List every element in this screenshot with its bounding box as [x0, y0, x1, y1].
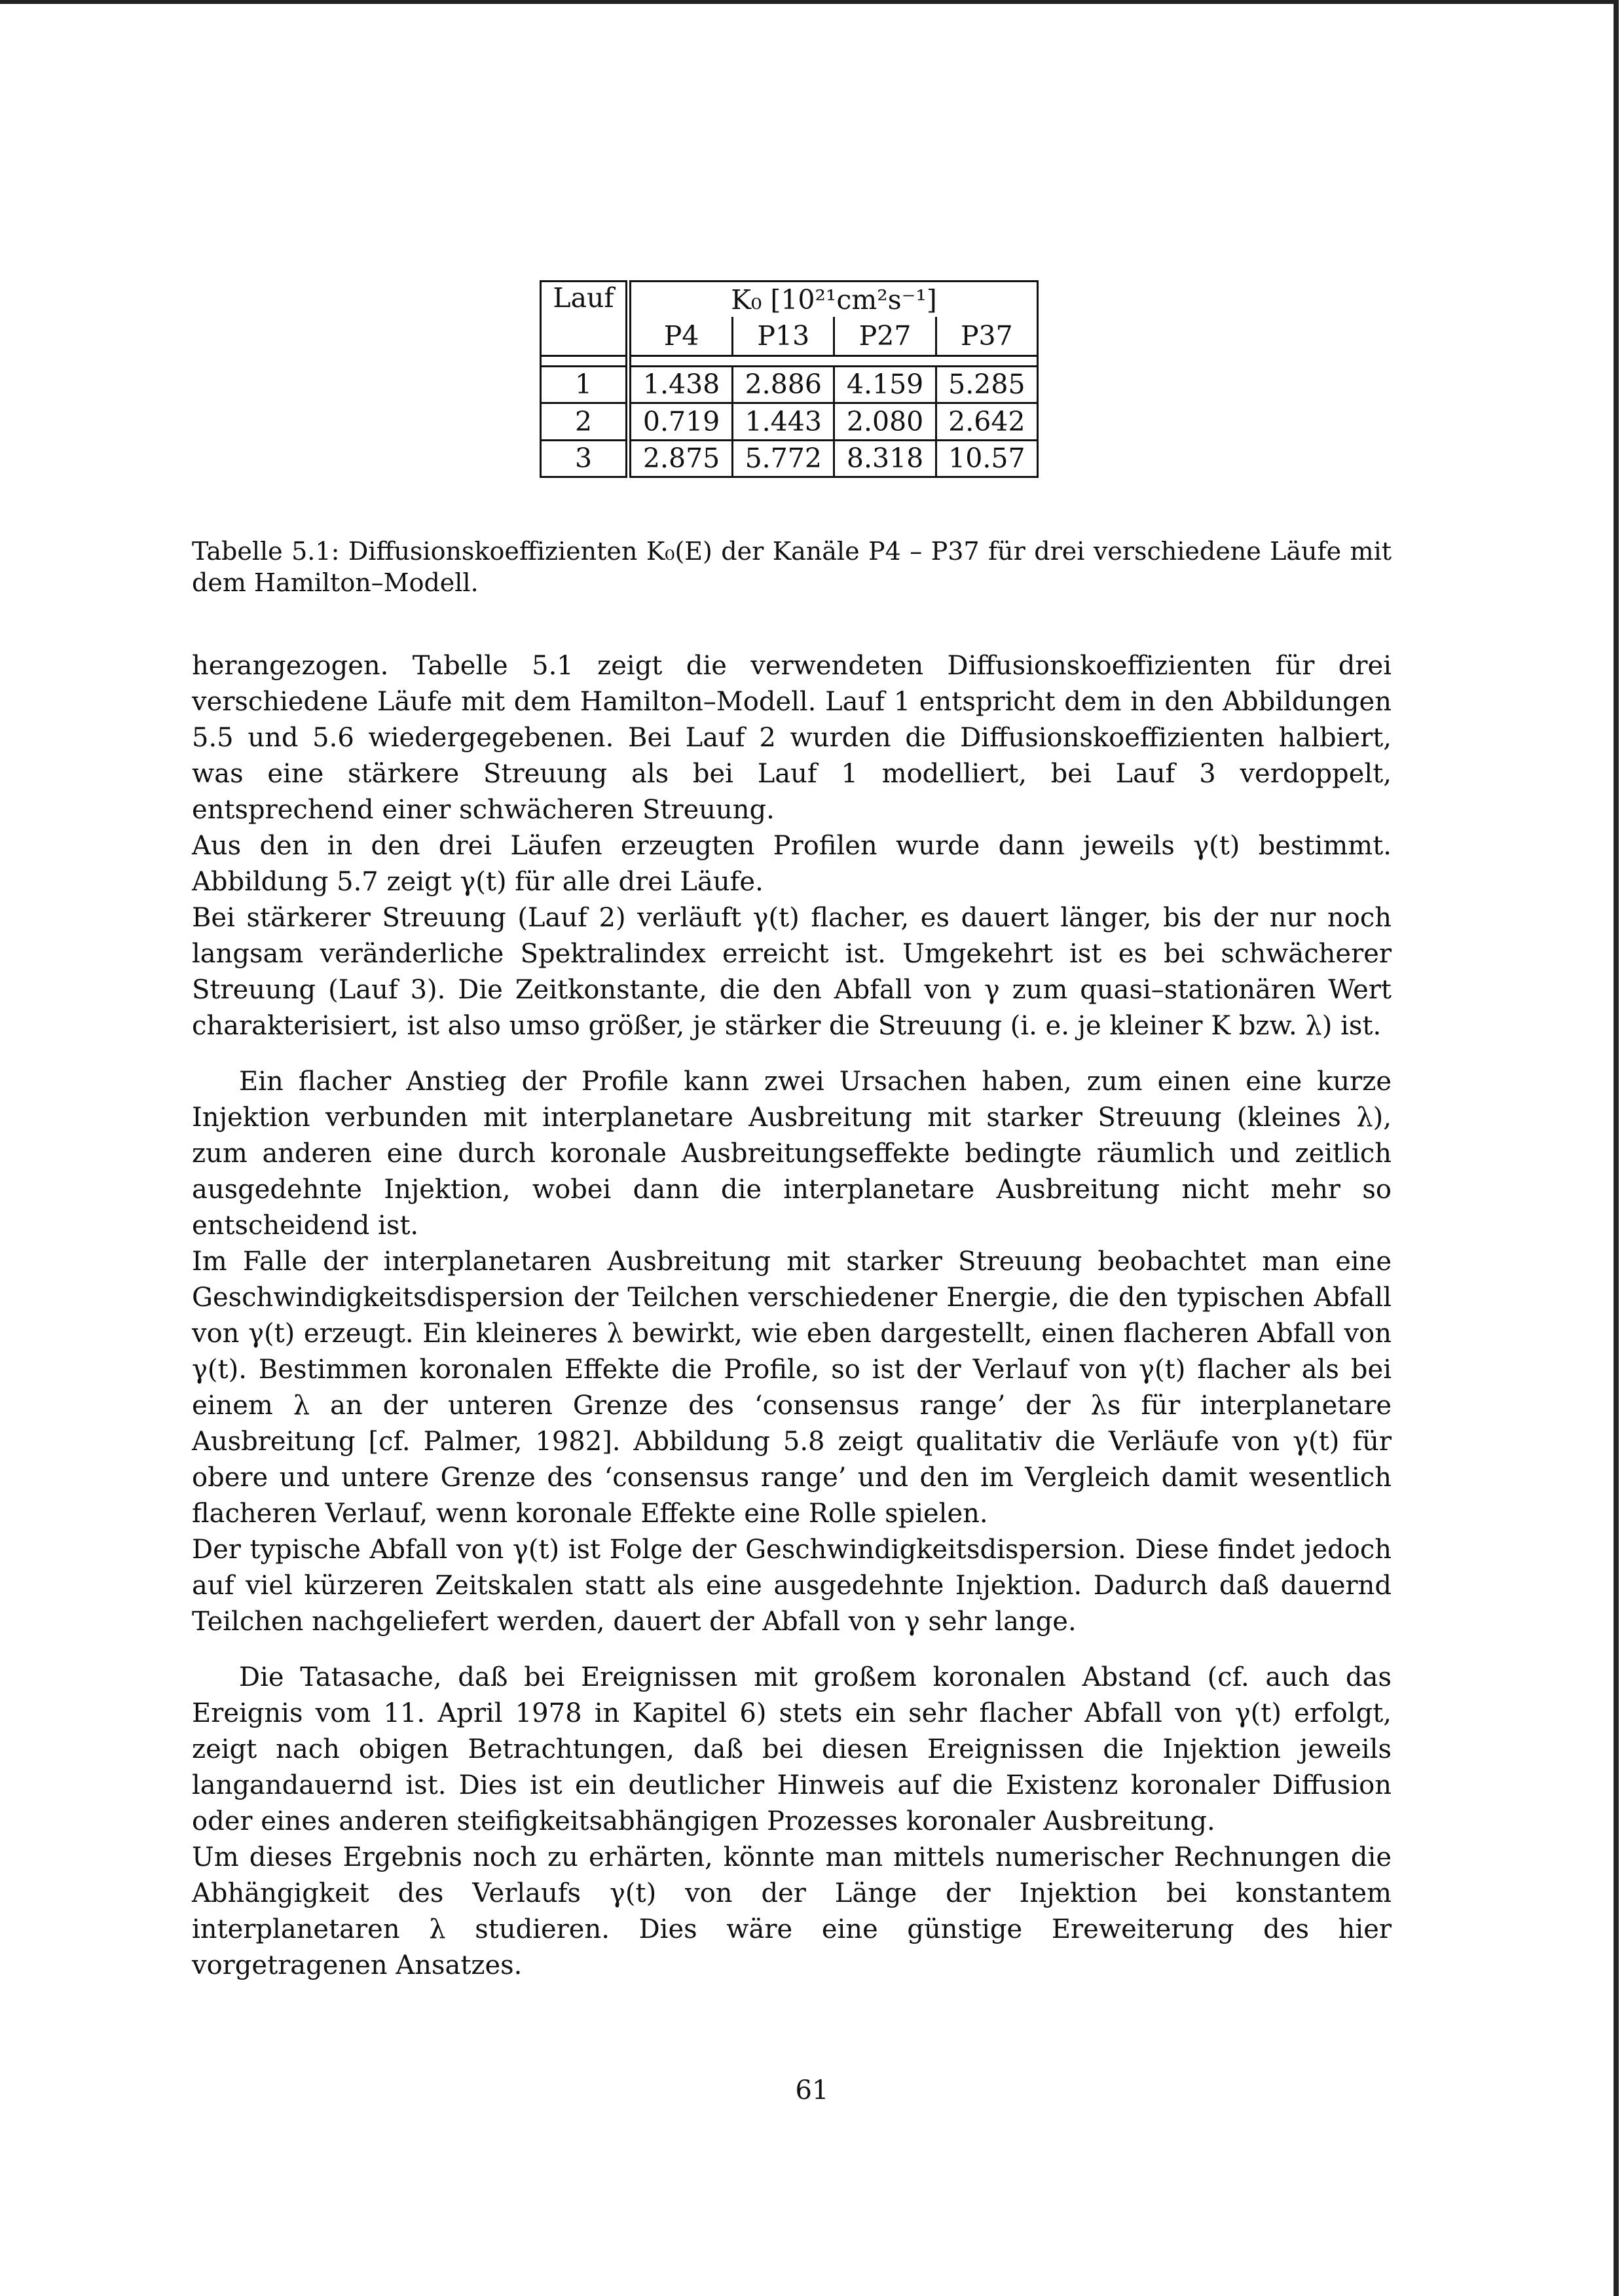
header-col-p13: P13 [733, 317, 834, 355]
table-cell: 2.642 [936, 403, 1037, 440]
table-cell: 1.438 [629, 366, 733, 403]
table-cell: 0.719 [629, 403, 733, 440]
paragraph: Der typische Abfall von γ(t) ist Folge der Geschwindigkeitsdispersion. Diese findet jedoch auf viel kürzeren Zeitskalen statt als eine ausgedehnte Injektion. Dadurch daß dauernd Teilchen nachgeliefert werden, dauert der Abfall von γ sehr lange. [192, 1535, 1392, 1637]
table-cell: 8.318 [834, 440, 936, 477]
table-cell: 10.57 [936, 440, 1037, 477]
row-lauf: 2 [541, 403, 629, 440]
table-row [541, 366, 1038, 403]
header-col-p37: P37 [936, 317, 1037, 355]
table-header-row [541, 282, 1038, 318]
paragraph: Aus den in den drei Läufen erzeugten Profilen wurde dann jeweils γ(t) bestimmt. Abbildung 5.7 zeigt γ(t) für alle drei Läufe. [192, 831, 1392, 897]
body-text [192, 648, 1392, 1984]
paragraph: Im Falle der interplanetaren Ausbreitung mit starker Streuung beobachtet man eine Geschwindigkeitsdispersion der Teilchen verschiedener Energie, die den typischen Abfall von γ(t) erzeugt. Ein kleineres λ bewirkt, wie eben dargestellt, einen flacheren Abfall von γ(t). Bestimmen koronalen Effekte die Profile, so ist der Verlauf von γ(t) flacher als bei einem λ an der unteren Grenze des ‘consensus range’ der λs für interplanetare Ausbreitung [cf. Palmer, 1982]. Abbildung 5.8 zeigt qualitativ die Verläufe von γ(t) für obere und untere Grenze des ‘consensus range’ und den im Vergleich damit wesentlich flacheren Verlauf, wenn koronale Effekte eine Rolle spielen. [192, 1247, 1392, 1529]
diffusion-coefficient-table [540, 280, 1039, 478]
paragraph: Ein flacher Anstieg der Profile kann zwei Ursachen haben, zum einen eine kurze Injektion verbunden mit interplanetare Ausbreitung mit starker Streuung (kleines λ), zum anderen eine durch koronale Ausbreitungseffekte bedingte räumlich und zeitlich ausgedehnte Injektion, wobei dann die interplanetare Ausbreitung nicht mehr so entscheidend ist. [192, 1066, 1392, 1241]
table-cell: 1.443 [733, 403, 834, 440]
table-cell: 2.080 [834, 403, 936, 440]
table-cell: 4.159 [834, 366, 936, 403]
header-col-p4: P4 [629, 317, 733, 355]
table-cell: 2.875 [629, 440, 733, 477]
paragraph: Um dieses Ergebnis noch zu erhärten, könnte man mittels numerischer Rechnungen die Abhängigkeit des Verlaufs γ(t) von der Länge der Injektion bei konstantem interplanetaren λ studieren. Dies wäre eine günstige Ereweiterung des hier vorgetragenen Ansatzes. [192, 1842, 1392, 1980]
table-row [541, 440, 1038, 477]
paragraph: Die Tatasache, daß bei Ereignissen mit großem koronalen Abstand (cf. auch das Ereignis vom 11. April 1978 in Kapitel 6) stets ein sehr flacher Abfall von γ(t) erfolgt, zeigt nach obigen Betrachtungen, daß bei diesen Ereignissen die Injektion jeweils langandauernd ist. Dies ist ein deutlicher Hinweis auf die Existenz koronaler Diffusion oder eines anderen steifigkeitsabhängigen Prozesses koronaler Ausbreitung. [192, 1662, 1392, 1836]
header-col-p27: P27 [834, 317, 936, 355]
table-cell: 5.772 [733, 440, 834, 477]
paragraph: Bei stärkerer Streuung (Lauf 2) verläuft γ(t) flacher, es dauert länger, bis der nur noch langsam veränderliche Spektralindex erreicht ist. Umgekehrt ist es bei schwächerer Streuung (Lauf 3). Die Zeitkonstante, die den Abfall von γ zum quasi–stationären Wert charakterisiert, ist also umso größer, je stärker die Streuung (i. e. je kleiner K bzw. λ) ist. [192, 903, 1392, 1041]
table-caption: Tabelle 5.1: Diffusionskoeffizienten K₀(E) der Kanäle P4 – P37 für drei verschiedene Läufe mit dem Hamilton–Modell. [192, 537, 1392, 597]
row-lauf: 1 [541, 366, 629, 403]
page-number: 61 [795, 2075, 829, 2105]
header-ko: K₀ [10²¹cm²s⁻¹] [629, 282, 1038, 318]
row-lauf: 3 [541, 440, 629, 477]
table-row [541, 403, 1038, 440]
table-cell: 5.285 [936, 366, 1037, 403]
paragraph: herangezogen. Tabelle 5.1 zeigt die verwendeten Diffusionskoeffizienten für drei verschiedene Läufe mit dem Hamilton–Modell. Lauf 1 entspricht dem in den Abbildungen 5.5 und 5.6 wiedergegebenen. Bei Lauf 2 wurden die Diffusionskoeffizienten halbiert, was eine stärkere Streuung als bei Lauf 1 modelliert, bei Lauf 3 verdoppelt, entsprechend einer schwächeren Streuung. [192, 651, 1392, 825]
table-cell: 2.886 [733, 366, 834, 403]
table-gap-row [541, 355, 1038, 366]
header-lauf: Lauf [541, 282, 629, 356]
